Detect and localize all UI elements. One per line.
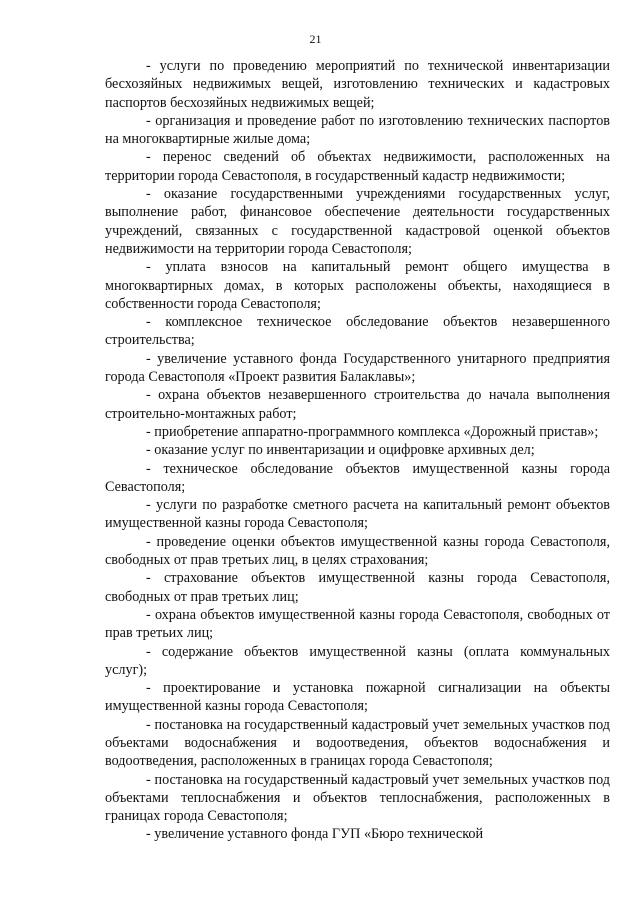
- list-item: - проектирование и установка пожарной сигнализации на объекты имущественной казны города Севастополя;: [105, 680, 610, 715]
- list-item: - услуги по проведению мероприятий по технической инвентаризации бесхозяйных недвижимых вещей, изготовлению технических и кадастровых паспортов бесхозяйных недвижимых вещей;: [105, 58, 610, 111]
- list-item: - организация и проведение работ по изготовлению технических паспортов на многоквартирные жилые дома;: [105, 112, 610, 148]
- list-item: - постановка на государственный кадастровый учет земельных участков под объектами водоснабжения и водоотведения, объектов водоснабжения и водоотведения, расположенных в границах города Севастополя;: [105, 716, 610, 770]
- list-item: - комплексное техническое обследование объектов незавершенного строительства;: [105, 314, 610, 349]
- list-item: - оказание государственными учреждениями государственных услуг, выполнение работ, финансовое обеспечение деятельности государственных учреждений, связанных с государственной кадастровой оценкой объектов недвижимости на территории города Севастополя;: [105, 186, 610, 257]
- list-item: - увеличение уставного фонда ГУП «Бюро технической: [146, 826, 484, 843]
- list-item: - постановка на государственный кадастровый учет земельных участков под объектами теплоснабжения и объектов теплоснабжения, расположенных в границах города Севастополя;: [105, 771, 610, 825]
- list-item: - проведение оценки объектов имущественной казны города Севастополя, свободных от прав третьих лиц, в целях страхования;: [105, 533, 610, 569]
- list-item: - содержание объектов имущественной казны (оплата коммунальных услуг);: [105, 643, 610, 678]
- list-item: - перенос сведений об объектах недвижимости, расположенных на территории города Севастополя, в государственный кадастр недвижимости;: [105, 149, 610, 184]
- list-item: - приобретение аппаратно-программного комплекса «Дорожный пристав»;: [146, 423, 599, 440]
- list-item: - охрана объектов имущественной казны города Севастополя, свободных от прав третьих лиц;: [105, 606, 610, 642]
- list-item: - охрана объектов незавершенного строительства до начала выполнения строительно-монтажных работ;: [105, 387, 610, 422]
- list-item: - уплата взносов на капитальный ремонт общего имущества в многоквартирных домах, в которых расположены объекты, находящиеся в собственности города Севастополя;: [105, 259, 610, 312]
- page-number: 21: [309, 32, 322, 46]
- list-item: - техническое обследование объектов имущественной казны города Севастополя;: [105, 460, 610, 495]
- list-item: - оказание услуг по инвентаризации и оцифровке архивных дел;: [146, 442, 535, 459]
- list-item: - увеличение уставного фонда Государственного унитарного предприятия города Севастополя «Проект развития Балаклавы»;: [105, 350, 610, 386]
- document-body: [105, 57, 610, 844]
- list-item: - страхование объектов имущественной казны города Севастополя, свободных от прав третьих лиц;: [105, 570, 610, 605]
- list-item: - услуги по разработке сметного расчета на капитальный ремонт объектов имущественной казны города Севастополя;: [105, 497, 610, 532]
